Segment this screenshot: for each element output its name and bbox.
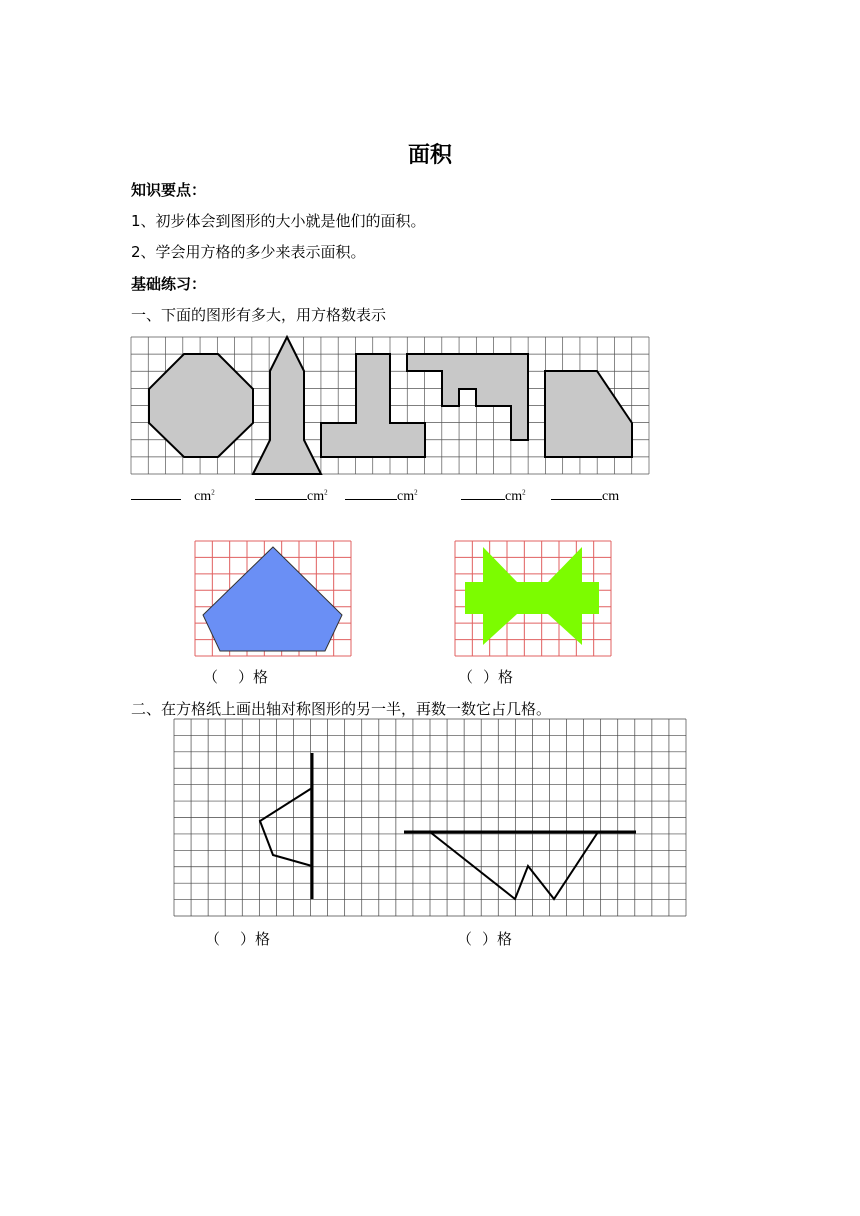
bowtie-shape (465, 547, 599, 645)
answer-3 (345, 485, 418, 505)
paren-open: （ (205, 930, 221, 948)
grid-2 (195, 541, 351, 656)
question-1-prompt: 一、下面的图形有多大，用方格数表示 (131, 306, 387, 324)
trapezoid-shape (545, 371, 632, 457)
unit-label: cm (602, 489, 620, 504)
count-suffix: 格 (498, 668, 514, 686)
answer-blank[interactable] (345, 485, 397, 500)
answer-blank[interactable] (255, 485, 307, 500)
answer-4 (461, 485, 526, 505)
practice-heading: 基础练习： (131, 275, 207, 293)
answer-2 (255, 485, 328, 505)
knowledge-heading: 知识要点： (131, 181, 207, 199)
unit-label: $cm^2$ (505, 488, 526, 504)
answer-5 (551, 485, 619, 505)
question-2-prompt: 二、在方格纸上画出轴对称图形的另一半，再数一数它占几格。 (131, 700, 552, 718)
paren-close: ） (240, 930, 256, 948)
count-suffix: 格 (497, 930, 513, 948)
answer-blank[interactable] (131, 485, 181, 500)
count-suffix: 格 (255, 930, 271, 948)
count-answer-left[interactable] (205, 928, 270, 949)
count-answer-bowtie[interactable] (458, 666, 513, 687)
count-answer-pentagon[interactable] (203, 666, 268, 687)
answer-blank[interactable] (461, 485, 505, 500)
unit-label: $cm^2$ (194, 488, 215, 504)
pentagon-shape (203, 547, 342, 651)
answer-1 (131, 485, 215, 505)
knowledge-point-2: 2、学会用方格的多少来表示面积。 (131, 243, 366, 261)
grid-3 (455, 541, 611, 656)
count-answer-right[interactable] (457, 928, 512, 949)
grid-1 (131, 337, 649, 474)
paren-close: ） (483, 668, 499, 686)
unit-label: $cm^2$ (397, 488, 418, 504)
page-title: 面积 (407, 143, 452, 168)
half-shape-left (260, 788, 312, 866)
paren-open: （ (458, 668, 474, 686)
count-suffix: 格 (253, 668, 269, 686)
half-shape-bottom (430, 832, 598, 899)
paren-open: （ (457, 930, 473, 948)
paren-open: （ (203, 668, 219, 686)
knowledge-point-1: 1、初步体会到图形的大小就是他们的面积。 (131, 212, 426, 230)
paren-close: ） (238, 668, 254, 686)
answer-blank[interactable] (551, 485, 602, 500)
grid-4 (174, 719, 686, 916)
unit-label: $cm^2$ (307, 488, 328, 504)
paren-close: ） (482, 930, 498, 948)
octagon-shape (149, 354, 253, 457)
